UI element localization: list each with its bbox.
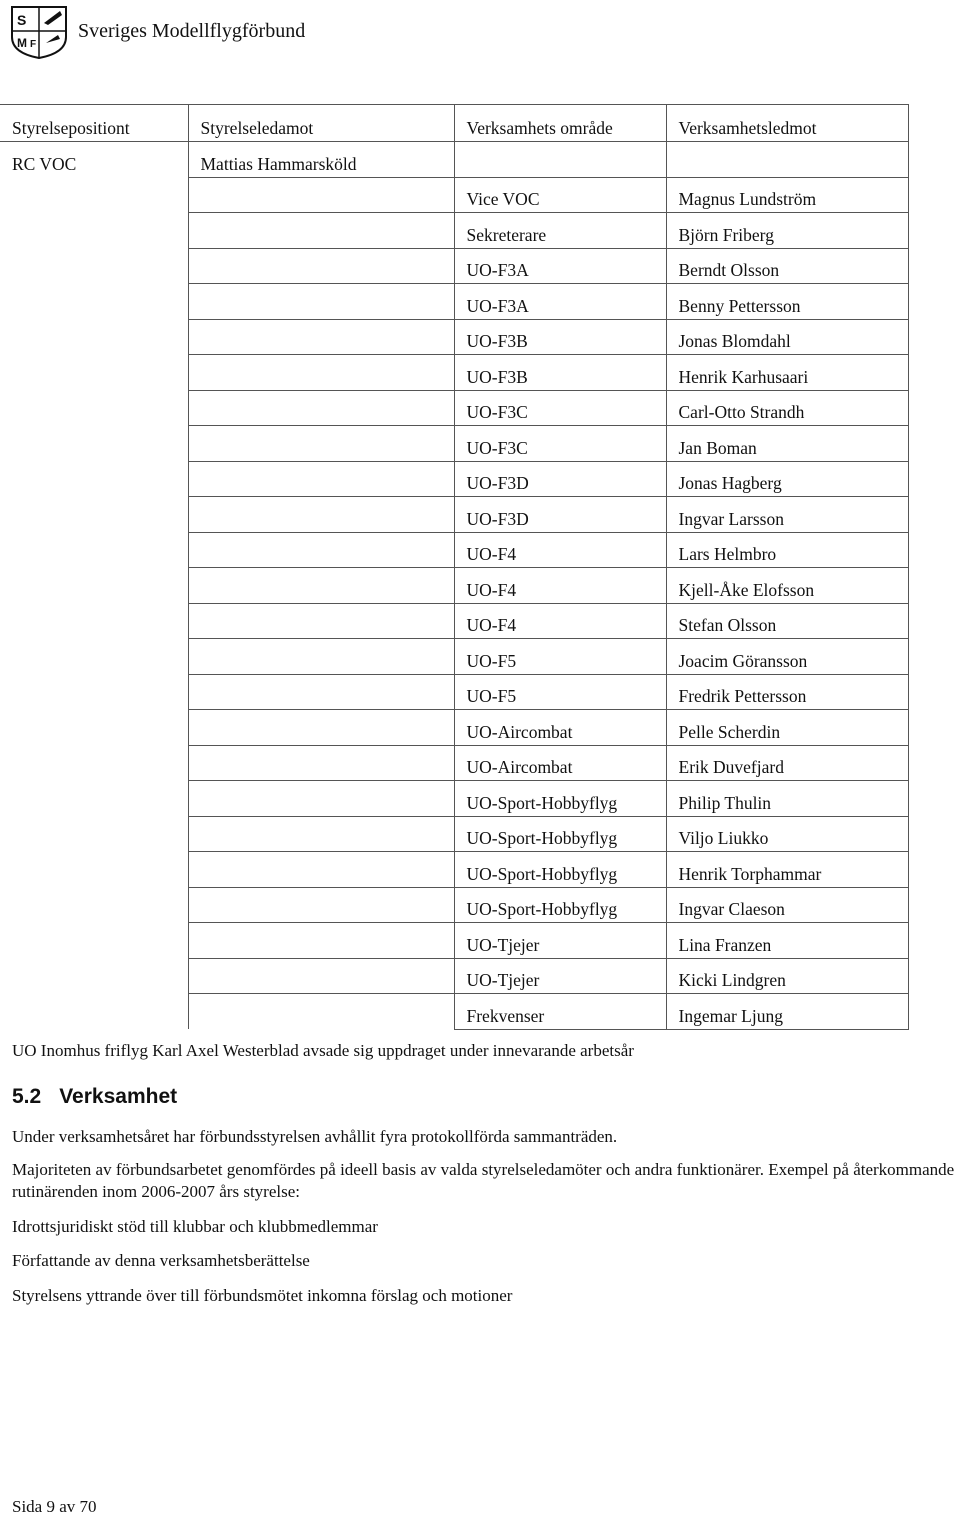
cell-leader: Ingvar Claeson — [666, 887, 908, 923]
page-header — [8, 2, 305, 60]
cell-area: UO-F3C — [454, 426, 666, 462]
cell-position — [0, 958, 188, 994]
cell-position — [0, 674, 188, 710]
cell-member — [188, 497, 454, 533]
cell-leader: Lina Franzen — [666, 923, 908, 959]
cell-member — [188, 248, 454, 284]
section-heading — [12, 1085, 177, 1109]
cell-position — [0, 319, 188, 355]
cell-area: UO-F3A — [454, 248, 666, 284]
table-row — [0, 461, 908, 497]
cell-position: RC VOC — [0, 142, 188, 178]
cell-position — [0, 745, 188, 781]
table-row — [0, 177, 908, 213]
cell-member — [188, 461, 454, 497]
cell-position — [0, 497, 188, 533]
col-header-leader: Verksamhetsledmot — [666, 105, 908, 142]
section-title: Verksamhet — [59, 1085, 178, 1108]
cell-leader: Henrik Torphammar — [666, 852, 908, 888]
cell-member — [188, 568, 454, 604]
table-row — [0, 781, 908, 817]
cell-position — [0, 994, 188, 1030]
cell-member — [188, 887, 454, 923]
table-row — [0, 639, 908, 675]
cell-member — [188, 532, 454, 568]
cell-area: UO-Aircombat — [454, 710, 666, 746]
cell-area: UO-Aircombat — [454, 745, 666, 781]
cell-leader: Henrik Karhusaari — [666, 355, 908, 391]
cell-leader: Pelle Scherdin — [666, 710, 908, 746]
cell-area: Vice VOC — [454, 177, 666, 213]
cell-leader: Philip Thulin — [666, 781, 908, 817]
paragraph: Författande av denna verksamhetsberättelse — [12, 1251, 310, 1270]
cell-member — [188, 319, 454, 355]
cell-leader: Kicki Lindgren — [666, 958, 908, 994]
table-row — [0, 745, 908, 781]
cell-member — [188, 816, 454, 852]
cell-leader: Jonas Blomdahl — [666, 319, 908, 355]
table-row — [0, 568, 908, 604]
cell-area: UO-F3A — [454, 284, 666, 320]
cell-member — [188, 426, 454, 462]
table-row — [0, 319, 908, 355]
cell-member — [188, 639, 454, 675]
col-header-position: Styrelsepositiont — [0, 105, 188, 142]
cell-member — [188, 781, 454, 817]
cell-area — [454, 142, 666, 178]
cell-area: UO-Sport-Hobbyflyg — [454, 781, 666, 817]
table-row — [0, 355, 908, 391]
cell-area: UO-F3C — [454, 390, 666, 426]
cell-leader: Björn Friberg — [666, 213, 908, 249]
table-row — [0, 213, 908, 249]
cell-position — [0, 248, 188, 284]
cell-position — [0, 532, 188, 568]
cell-leader: Erik Duvefjard — [666, 745, 908, 781]
cell-leader: Benny Pettersson — [666, 284, 908, 320]
cell-leader: Viljo Liukko — [666, 816, 908, 852]
board-table — [0, 104, 909, 1030]
table-row — [0, 497, 908, 533]
table-row — [0, 852, 908, 888]
cell-member — [188, 284, 454, 320]
table-row — [0, 142, 908, 178]
cell-member — [188, 923, 454, 959]
cell-area: UO-Tjejer — [454, 958, 666, 994]
cell-position — [0, 781, 188, 817]
paragraph: Under verksamhetsåret har förbundsstyrelsen avhållit fyra protokollförda sammanträden. — [12, 1127, 618, 1146]
cell-position — [0, 639, 188, 675]
cell-area: UO-Sport-Hobbyflyg — [454, 816, 666, 852]
cell-member: Mattias Hammarsköld — [188, 142, 454, 178]
table-row — [0, 887, 908, 923]
table-row — [0, 674, 908, 710]
cell-member — [188, 603, 454, 639]
smff-logo-icon — [8, 3, 70, 59]
table-row — [0, 958, 908, 994]
cell-leader: Joacim Göransson — [666, 639, 908, 675]
cell-position — [0, 213, 188, 249]
cell-area: UO-F5 — [454, 639, 666, 675]
table-row — [0, 426, 908, 462]
table-row — [0, 248, 908, 284]
col-header-area: Verksamhets område — [454, 105, 666, 142]
cell-leader: Ingemar Ljung — [666, 994, 908, 1030]
svg-text:M: M — [17, 36, 27, 50]
table-row — [0, 923, 908, 959]
cell-member — [188, 745, 454, 781]
table-row — [0, 390, 908, 426]
cell-position — [0, 887, 188, 923]
cell-area: UO-Tjejer — [454, 923, 666, 959]
cell-member — [188, 710, 454, 746]
cell-position — [0, 284, 188, 320]
cell-leader: Kjell-Åke Elofsson — [666, 568, 908, 604]
cell-area: UO-F3D — [454, 461, 666, 497]
cell-position — [0, 355, 188, 391]
cell-area: UO-F3B — [454, 319, 666, 355]
table-row — [0, 816, 908, 852]
cell-leader: Magnus Lundström — [666, 177, 908, 213]
cell-position — [0, 568, 188, 604]
cell-position — [0, 177, 188, 213]
section-number: 5.2 — [12, 1085, 42, 1108]
cell-leader: Berndt Olsson — [666, 248, 908, 284]
col-header-member: Styrelseledamot — [188, 105, 454, 142]
cell-leader: Jonas Hagberg — [666, 461, 908, 497]
cell-member — [188, 994, 454, 1030]
table-header-row — [0, 105, 908, 142]
table-row — [0, 994, 908, 1030]
paragraph: Majoriteten av förbundsarbetet genomfördes på ideell basis av valda styrelseledamöter och andra funktionärer. Exempel på återkommande rutinärenden inom 2006-2007 års styrelse: — [12, 1160, 955, 1201]
cell-area: UO-F3D — [454, 497, 666, 533]
cell-member — [188, 177, 454, 213]
cell-area: UO-F4 — [454, 532, 666, 568]
cell-area: UO-F3B — [454, 355, 666, 391]
cell-leader: Stefan Olsson — [666, 603, 908, 639]
cell-position — [0, 426, 188, 462]
table-row — [0, 284, 908, 320]
note-text: UO Inomhus friflyg Karl Axel Westerblad avsade sig uppdraget under innevarande arbetsår — [12, 1041, 634, 1060]
cell-position — [0, 923, 188, 959]
cell-leader — [666, 142, 908, 178]
cell-position — [0, 390, 188, 426]
cell-member — [188, 852, 454, 888]
page-number: Sida 9 av 70 — [12, 1497, 97, 1516]
paragraph: Idrottsjuridiskt stöd till klubbar och klubbmedlemmar — [12, 1217, 378, 1236]
cell-leader: Lars Helmbro — [666, 532, 908, 568]
cell-area: Sekreterare — [454, 213, 666, 249]
cell-area: UO-F4 — [454, 603, 666, 639]
cell-member — [188, 958, 454, 994]
table-row — [0, 710, 908, 746]
table-row — [0, 603, 908, 639]
cell-position — [0, 710, 188, 746]
cell-position — [0, 461, 188, 497]
cell-position — [0, 852, 188, 888]
table-row — [0, 532, 908, 568]
svg-text:F: F — [30, 39, 37, 50]
cell-member — [188, 355, 454, 391]
org-name: Sveriges Modellflygförbund — [78, 19, 306, 42]
cell-area: UO-F5 — [454, 674, 666, 710]
cell-area: UO-F4 — [454, 568, 666, 604]
cell-area: UO-Sport-Hobbyflyg — [454, 887, 666, 923]
paragraph: Styrelsens yttrande över till förbundsmötet inkomna förslag och motioner — [12, 1286, 513, 1305]
cell-leader: Carl-Otto Strandh — [666, 390, 908, 426]
cell-member — [188, 390, 454, 426]
cell-area: UO-Sport-Hobbyflyg — [454, 852, 666, 888]
cell-position — [0, 816, 188, 852]
cell-member — [188, 674, 454, 710]
cell-position — [0, 603, 188, 639]
cell-leader: Jan Boman — [666, 426, 908, 462]
svg-text:S: S — [17, 12, 27, 28]
cell-area: Frekvenser — [454, 994, 666, 1030]
cell-member — [188, 213, 454, 249]
cell-leader: Fredrik Pettersson — [666, 674, 908, 710]
cell-leader: Ingvar Larsson — [666, 497, 908, 533]
